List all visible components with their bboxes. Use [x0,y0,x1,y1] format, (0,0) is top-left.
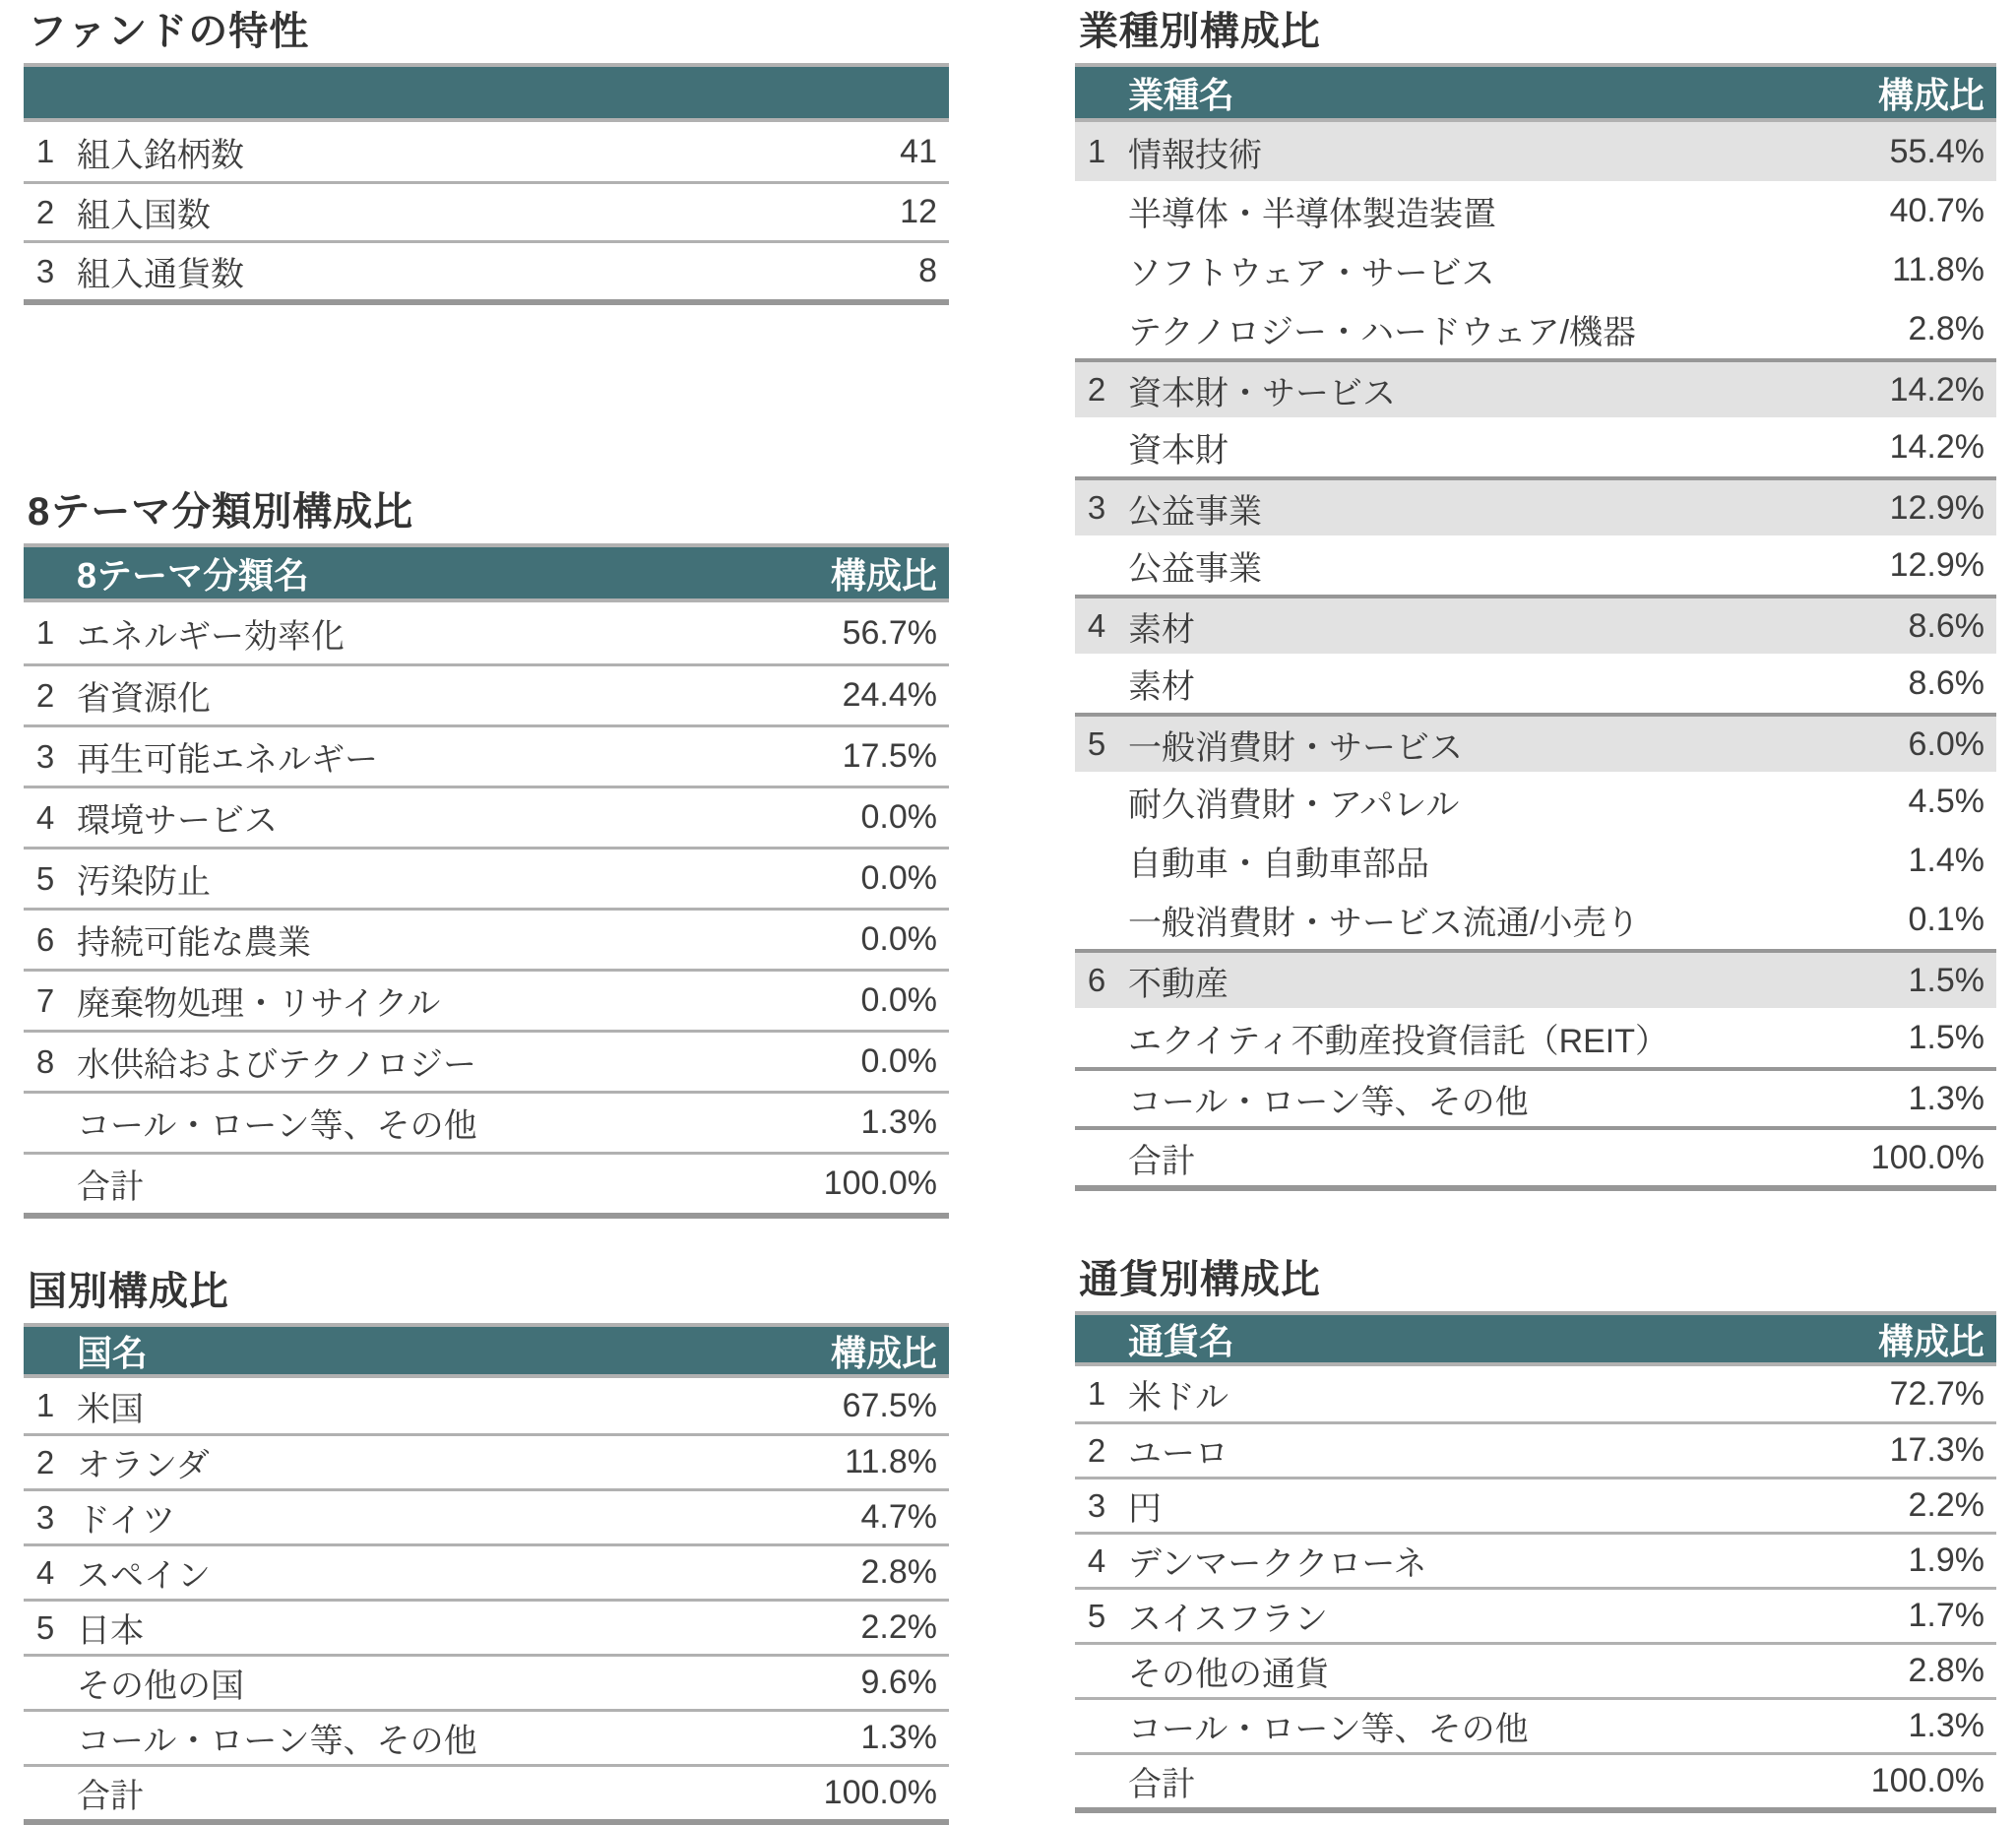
row-value: 1.4% [1908,841,1984,879]
row-number: 5 [35,1608,55,1646]
row-value: 0.0% [860,920,937,958]
row-value: 67.5% [842,1386,937,1424]
theme-composition-table [24,543,949,1219]
theme-table-header [24,547,949,602]
row-label: 一般消費財・サービス [1128,728,1463,767]
table-row [1075,1697,1996,1752]
table-row [24,1709,949,1764]
row-value: 2.8% [1908,309,1984,347]
row-label: 米ドル [1128,1378,1228,1416]
row-number: 2 [1087,1431,1106,1469]
row-value: 1.7% [1908,1597,1984,1634]
table-row [1075,1366,1996,1421]
row-label: コール・ローン等、その他 [1128,1083,1529,1121]
country-table-rows [24,1378,949,1819]
table-row [24,1030,949,1091]
row-label: スイスフラン [1128,1601,1328,1638]
table-row [24,663,949,724]
row-value: 2.8% [1908,1652,1984,1689]
row-label: エネルギー効率化 [77,617,345,656]
row-value: 1.3% [860,1103,937,1141]
table-row [1075,1587,1996,1642]
row-value: 1.5% [1908,961,1984,999]
table-row [1075,417,1996,476]
row-value: 72.7% [1889,1374,1984,1413]
table-row [24,122,949,181]
right-column [1075,0,1996,1813]
row-label: その他の国 [77,1668,244,1705]
table-row [24,1152,949,1213]
row-number: 3 [1087,1486,1106,1524]
left-column [24,0,949,1825]
table-row [1075,831,1996,890]
row-number: 5 [1087,725,1106,762]
row-value: 12 [900,193,937,230]
table-row [24,1764,949,1819]
row-label: 再生可能エネルギー [77,741,378,779]
row-value: 14.2% [1889,370,1984,409]
currency-composition-table [1075,1311,1996,1813]
row-label: ユーロ [1128,1435,1228,1473]
currency-composition-section [1075,1256,1996,1813]
table-row [1075,240,1996,299]
row-value: 100.0% [1870,1138,1984,1176]
table-row [1075,1752,1996,1807]
row-number: 1 [1087,133,1106,169]
row-label: 自動車・自動車部品 [1128,845,1429,883]
row-number: 5 [35,859,55,897]
row-label: 日本 [77,1612,144,1650]
row-label: コール・ローン等、その他 [1128,1711,1529,1748]
row-label: 一般消費財・サービス流通/小売り [1128,904,1640,942]
table-row [1075,595,1996,654]
table-row [24,1654,949,1709]
table-row [24,908,949,969]
row-label: 素材 [1128,610,1195,649]
fund-characteristics-title: ファンドの特性 [28,10,310,53]
row-value: 100.0% [823,1164,937,1202]
row-number: 5 [1087,1597,1106,1634]
row-label: 組入銘柄数 [77,136,244,174]
row-value: 1.3% [1908,1079,1984,1117]
row-value: 2.2% [860,1608,937,1646]
column-header-ratio: 構成比 [830,554,937,596]
row-label: 持続可能な農業 [77,924,311,962]
row-value: 14.2% [1889,427,1984,466]
row-label: 半導体・半導体製造装置 [1128,195,1496,233]
table-row [24,1433,949,1488]
row-label: デンマーククローネ [1128,1545,1427,1583]
column-header-ratio: 構成比 [1877,74,1984,115]
table-row [1075,1642,1996,1697]
row-label: 合計 [1128,1766,1195,1803]
row-label: 素材 [1128,667,1195,706]
table-row [24,1488,949,1543]
column-header-ratio: 構成比 [1877,1320,1984,1361]
row-label: 汚染防止 [77,863,211,901]
row-value: 56.7% [842,613,937,652]
table-row [1075,1477,1996,1532]
row-number: 3 [35,737,55,775]
row-value: 0.0% [860,981,937,1019]
sector-table-rows [1075,122,1996,1185]
row-value: 11.8% [1892,250,1984,288]
table-row [1075,1067,1996,1126]
column-header-name: 業種名 [1128,74,1235,115]
table-row [1075,358,1996,417]
row-number: 1 [1087,1375,1106,1412]
row-value: 1.5% [1908,1018,1984,1056]
table-row [1075,1532,1996,1587]
table-row [1075,713,1996,772]
table-row [1075,122,1996,181]
country-composition-table [24,1323,949,1825]
row-number: 4 [1087,607,1106,644]
row-value: 0.0% [860,859,937,897]
table-row [1075,772,1996,831]
sector-composition-title: 業種別構成比 [1079,10,1321,53]
row-label: コール・ローン等、その他 [77,1723,477,1760]
row-value: 8.6% [1908,606,1984,645]
fund-characteristics-table [24,63,949,305]
row-value: 100.0% [1870,1762,1984,1799]
row-label: 公益事業 [1128,492,1262,531]
row-value: 41 [900,132,937,170]
theme-composition-section [24,488,949,1219]
row-label: ドイツ [77,1502,176,1540]
row-label: その他の通貨 [1128,1656,1329,1693]
table-row [1075,181,1996,240]
row-label: エクイティ不動産投資信託（REIT） [1128,1022,1670,1060]
row-value: 0.0% [860,798,937,836]
column-header-name: 国名 [77,1332,149,1373]
column-header-name: 通貨名 [1128,1320,1235,1361]
table-row [24,181,949,240]
row-number: 6 [1087,962,1106,998]
theme-composition-title: 8テーマ分類別構成比 [28,490,414,534]
row-label: 環境サービス [77,802,278,840]
row-number: 2 [35,676,55,714]
row-number: 2 [35,1443,55,1480]
row-label: 米国 [77,1390,144,1428]
table-row [24,602,949,663]
row-label: オランダ [77,1447,210,1484]
row-label: 資本財・サービス [1128,374,1396,412]
row-value: 40.7% [1889,191,1984,229]
currency-table-header [1075,1315,1996,1366]
row-value: 6.0% [1908,724,1984,763]
row-value: 4.5% [1908,782,1984,820]
row-value: 17.5% [842,737,937,775]
row-value: 17.3% [1889,1431,1984,1469]
row-value: 1.3% [1908,1707,1984,1744]
row-label: 不動産 [1128,965,1228,1003]
table-row [1075,1008,1996,1067]
row-number: 4 [35,798,55,836]
table-row [1075,890,1996,949]
row-label: 合計 [77,1778,144,1815]
row-value: 8 [918,252,937,289]
row-value: 0.1% [1908,900,1984,938]
row-value: 8.6% [1908,663,1984,702]
row-value: 2.2% [1908,1486,1984,1524]
row-label: 耐久消費財・アパレル [1128,786,1460,824]
row-label: テクノロジー・ハードウェア/機器 [1128,313,1637,351]
table-row [24,786,949,847]
row-value: 12.9% [1889,488,1984,527]
row-label: 省資源化 [77,680,211,718]
row-value: 55.4% [1889,132,1984,170]
row-label: 公益事業 [1128,549,1262,588]
table-row [24,847,949,908]
fund-characteristics-section [24,8,949,305]
table-row [1075,949,1996,1008]
row-value: 100.0% [823,1774,937,1811]
currency-table-rows [1075,1366,1996,1807]
row-label: ソフトウェア・サービス [1128,254,1495,292]
row-number: 2 [1087,371,1106,408]
row-value: 9.6% [860,1664,937,1701]
row-value: 0.0% [860,1042,937,1080]
table-row [1075,1421,1996,1477]
table-row [24,1378,949,1433]
row-label: 組入通貨数 [77,256,244,293]
row-value: 1.9% [1908,1542,1984,1579]
row-label: 廃棄物処理・リサイクル [77,985,441,1023]
sector-table-header [1075,67,1996,122]
row-number: 4 [35,1553,55,1591]
row-number: 7 [35,981,55,1019]
row-number: 3 [1087,489,1106,526]
row-label: スペイン [77,1557,211,1595]
table-row [24,1091,949,1152]
table-row [24,724,949,786]
row-number: 1 [35,1387,55,1423]
row-label: 合計 [77,1168,144,1206]
row-number: 1 [35,133,55,169]
row-number: 4 [1087,1542,1106,1579]
theme-table-rows [24,602,949,1213]
country-table-header [24,1327,949,1378]
row-value: 2.8% [860,1553,937,1591]
column-header-ratio: 構成比 [830,1332,937,1373]
row-value: 11.8% [845,1443,937,1480]
row-value: 1.3% [860,1719,937,1756]
row-number: 2 [35,193,55,230]
row-label: 組入国数 [77,197,211,234]
table-row [24,1599,949,1654]
row-number: 6 [35,920,55,958]
table-row [1075,476,1996,535]
row-label: 資本財 [1128,431,1228,470]
row-number: 3 [35,252,55,289]
table-row [1075,535,1996,595]
row-label: 円 [1128,1490,1162,1528]
table-row [1075,299,1996,358]
fund-characteristics-table-rows [24,122,949,299]
currency-composition-title: 通貨別構成比 [1079,1258,1321,1301]
row-value: 24.4% [842,676,937,714]
sector-composition-table [1075,63,1996,1191]
table-row [1075,654,1996,713]
row-number: 1 [35,614,55,651]
table-row [24,1543,949,1599]
row-number: 8 [35,1042,55,1080]
row-label: 情報技術 [1128,136,1262,174]
country-composition-section [24,1268,949,1825]
row-label: 合計 [1128,1142,1195,1180]
table-row [24,240,949,299]
table-row [1075,1126,1996,1185]
row-value: 4.7% [860,1498,937,1536]
row-number: 3 [35,1498,55,1536]
table-row [24,969,949,1030]
sector-composition-section [1075,8,1996,1191]
country-composition-title: 国別構成比 [28,1270,229,1313]
column-header-name: 8テーマ分類名 [77,554,310,596]
row-label: 水供給およびテクノロジー [77,1046,476,1084]
row-value: 12.9% [1889,545,1984,584]
row-label: コール・ローン等、その他 [77,1107,477,1145]
fund-characteristics-table-header [24,67,949,122]
